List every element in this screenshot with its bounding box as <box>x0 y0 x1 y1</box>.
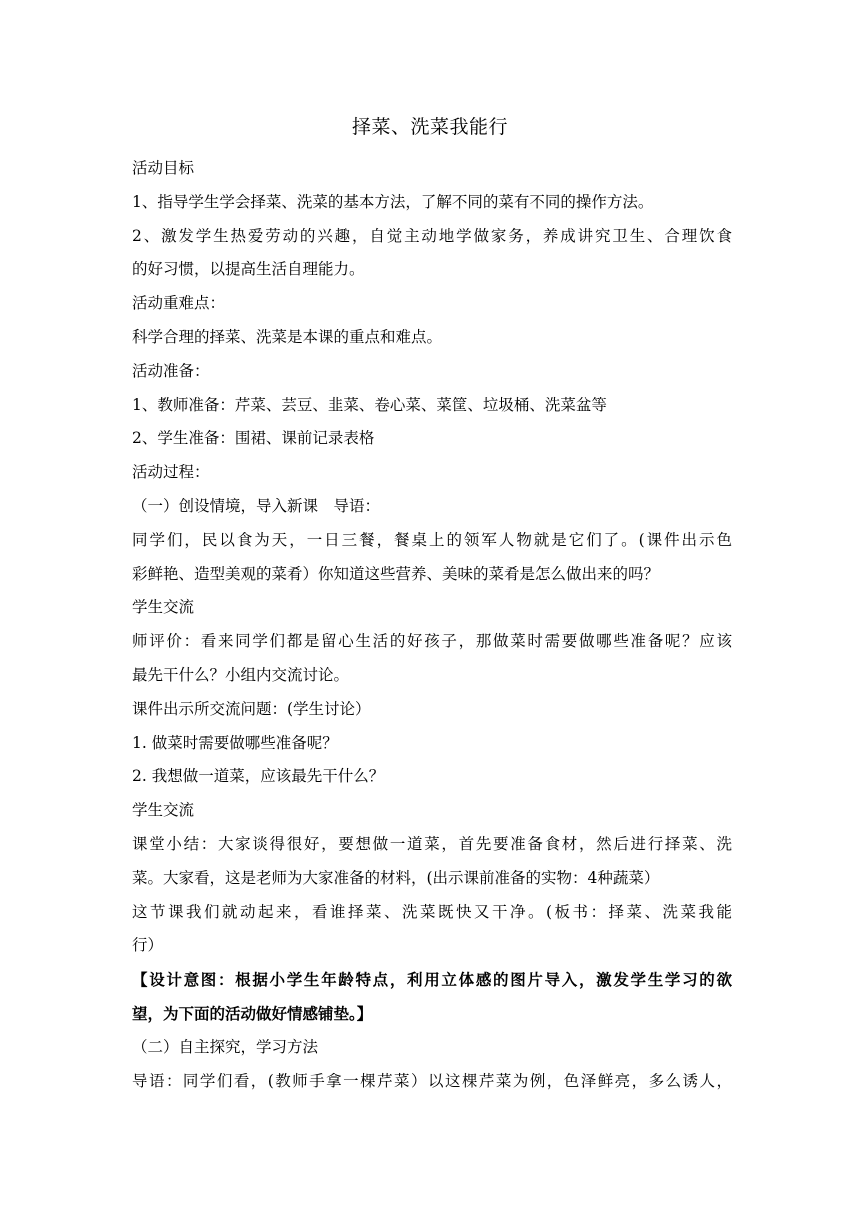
guide-line-1: 导语：同学们看，(教师手拿一棵芹菜）以这棵芹菜为例，色泽鲜亮，多么诱人， <box>132 1071 732 1090</box>
section-heading-key-points: 活动重难点： <box>132 294 226 313</box>
summary-line-2: 菜。大家看，这是老师为大家准备的材料，(出示课前准备的实物：4种蔬菜） <box>132 868 660 887</box>
summary-line-1: 课堂小结：大家谈得很好，要想做一道菜，首先要准备食材，然后进行择菜、洗 <box>132 834 732 853</box>
teacher-comment-line-1: 师评价：看来同学们都是留心生活的好孩子，那做菜时需要做哪些准备呢？应该 <box>132 632 732 651</box>
objective-2-line-1: 2、激发学生热爱劳动的兴趣，自觉主动地学做家务，养成讲究卫生、合理饮食 <box>132 226 732 245</box>
section-heading-objectives: 活动目标 <box>132 159 195 177</box>
student-exchange-2: 学生交流 <box>132 801 195 820</box>
summary-line-3: 这节课我们就动起来，看谁择菜、洗菜既快又干净。(板书：择菜、洗菜我能 <box>132 902 732 921</box>
intro-line-2: 彩鲜艳、造型美观的菜肴）你知道这些营养、美味的菜肴是怎么做出来的吗？ <box>132 564 660 583</box>
design-intent-line-1: 【设计意图：根据小学生年龄特点，利用立体感的图片导入，激发学生学习的欲 <box>132 970 732 990</box>
question-1: 1. 做菜时需要做哪些准备呢？ <box>132 733 338 752</box>
intro-line-1: 同学们，民以食为天，一日三餐，餐桌上的领军人物就是它们了。(课件出示色 <box>132 530 732 549</box>
teacher-comment-line-2: 最先干什么？小组内交流讨论。 <box>132 665 350 684</box>
question-2: 2. 我想做一道菜，应该最先干什么？ <box>132 767 385 786</box>
process-step-1-heading: （一）创设情境，导入新课 导语： <box>132 496 381 515</box>
document-title: 择菜、洗菜我能行 <box>351 116 508 138</box>
section-heading-process: 活动过程： <box>132 463 210 482</box>
objective-2-line-2: 的好习惯，以提高生活自理能力。 <box>132 260 365 279</box>
preparation-teacher: 1、教师准备：芹菜、芸豆、韭菜、卷心菜、菜筐、垃圾桶、洗菜盆等 <box>132 395 607 414</box>
preparation-student: 2、学生准备：围裙、课前记录表格 <box>132 429 375 448</box>
summary-line-4: 行） <box>132 936 164 955</box>
objective-1: 1、指导学生学会择菜、洗菜的基本方法，了解不同的菜有不同的操作方法。 <box>132 192 654 211</box>
design-intent-line-2: 望，为下面的活动做好情感铺垫。】 <box>132 1003 373 1023</box>
discussion-questions-heading: 课件出示所交流问题：(学生讨论） <box>132 699 371 718</box>
process-step-2-heading: （二）自主探究，学习方法 <box>132 1037 319 1056</box>
student-exchange-1: 学生交流 <box>132 598 195 617</box>
key-points-text: 科学合理的择菜、洗菜是本课的重点和难点。 <box>132 327 443 346</box>
document-body <box>132 152 732 1098</box>
section-heading-preparation: 活动准备： <box>132 361 210 380</box>
